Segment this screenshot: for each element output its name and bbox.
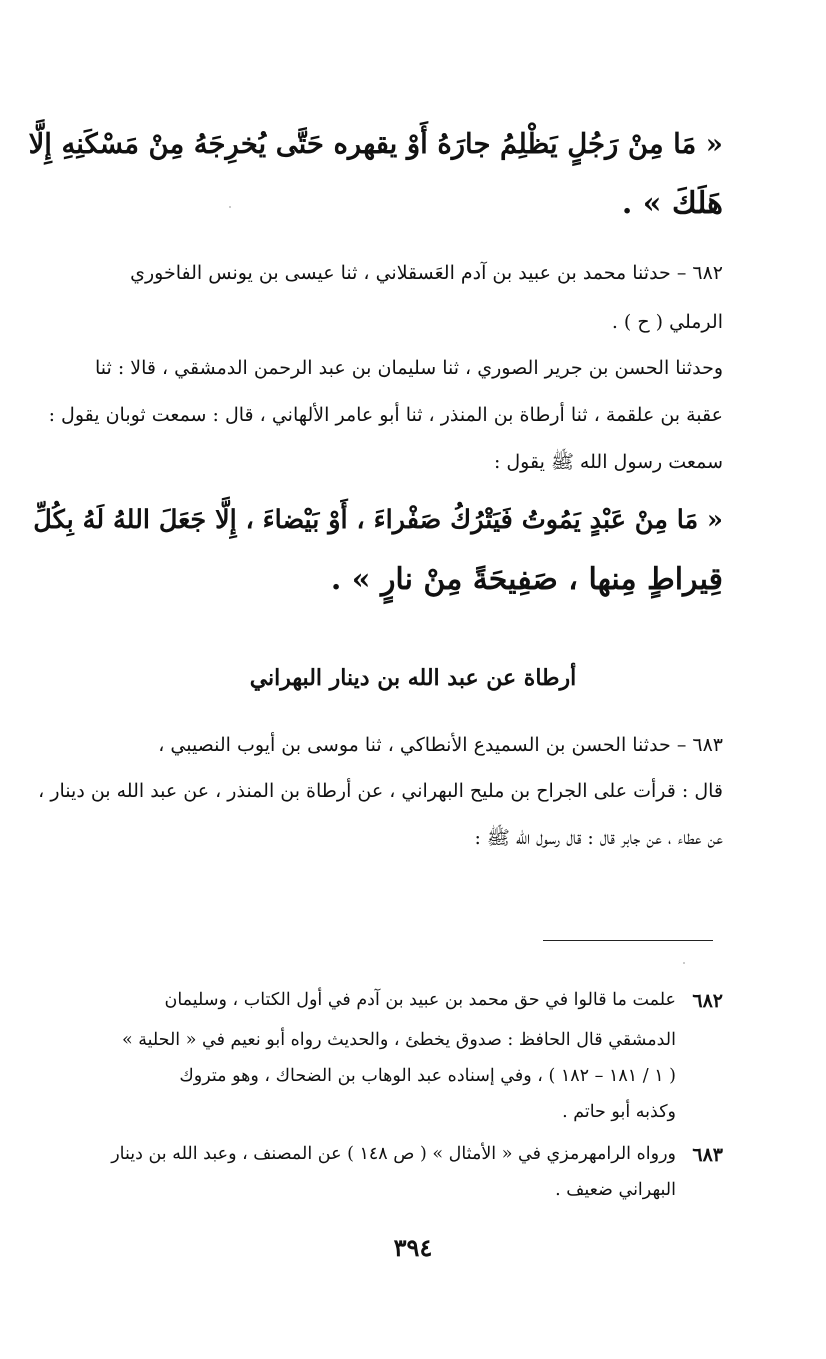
hadith-682-line-1: « مَا مِنْ عَبْدٍ يَمُوتُ فَيَتْرُكُ صَفْراءَ ، أَوْ بَيْضاءَ ، إِلَّا جَعَلَ اللهُ لَهُ بِكُلِّ: [33, 505, 723, 535]
footnote-number: ٦٨٣: [692, 1144, 723, 1166]
footnote-line: وكذبه أبو حاتم .: [562, 1102, 676, 1122]
section-heading: أرطاة عن عبد الله بن دينار البهراني: [249, 665, 577, 691]
isnad-682-line-4: عقبة بن علقمة ، ثنا أرطاة بن المنذر ، ثنا أبو عامر الألهاني ، قال : سمعت ثوبان يقول :: [48, 404, 723, 426]
scan-speck: [229, 206, 231, 208]
isnad-683-line-2: قال : قرأت على الجراح بن مليح البهراني ، عن أرطاة بن المنذر ، عن عبد الله بن دينار ،: [38, 780, 723, 802]
footnote-line: ورواه الرامهرمزي في « الأمثال » ( ص ١٤٨ ) عن المصنف ، وعبد الله بن دينار: [111, 1144, 676, 1164]
footnote-number: ٦٨٢: [692, 990, 723, 1012]
footnote-line: علمت ما قالوا في حق محمد بن عبيد بن آدم في أول الكتاب ، وسليمان: [164, 990, 676, 1010]
isnad-682-line-2: الرملي ( ح ) .: [611, 311, 723, 333]
hadith-682-line-2: قِيراطٍ مِنها ، صَفِيحَةً مِنْ نارٍ » .: [330, 562, 723, 597]
isnad-682-line-3: وحدثنا الحسن بن جرير الصوري ، ثنا سليمان بن عبد الرحمن الدمشقي ، قالا : ثنا: [94, 357, 723, 379]
isnad-683-line-1: ٦٨٣ – حدثنا الحسن بن السميدع الأنطاكي ، ثنا موسى بن أيوب النصيبي ،: [158, 734, 723, 756]
hadith-681-line-1: « مَا مِنْ رَجُلٍ يَظْلِمُ جارَهُ أَوْ يقهره حَتَّى يُخرِجَهُ مِنْ مَسْكَنِهِ إِلَّا: [28, 128, 723, 160]
isnad-683-line-3: عن عطاء ، عن جابر قال : قال رسول الله ﷺ :: [474, 827, 723, 849]
hadith-681-line-2: هَلَكَ » .: [621, 186, 723, 221]
page-number: ٣٩٤: [393, 1233, 433, 1262]
footnote-line: الدمشقي قال الحافظ : صدوق يخطئ ، والحديث رواه أبو نعيم في « الحلية »: [121, 1030, 676, 1050]
footnote-line: ( ١ / ١٨١ – ١٨٢ ) ، وفي إسناده عبد الوهاب بن الضحاك ، وهو متروك: [179, 1066, 676, 1086]
isnad-682-line-5: سمعت رسول الله ﷺ يقول :: [493, 451, 723, 473]
footnote-line: البهراني ضعيف .: [555, 1180, 676, 1200]
footnote-separator: [543, 940, 713, 941]
isnad-682-line-1: ٦٨٢ – حدثنا محمد بن عبيد بن آدم العَسقلاني ، ثنا عيسى بن يونس الفاخوري: [130, 262, 723, 284]
scan-speck: [683, 962, 685, 964]
